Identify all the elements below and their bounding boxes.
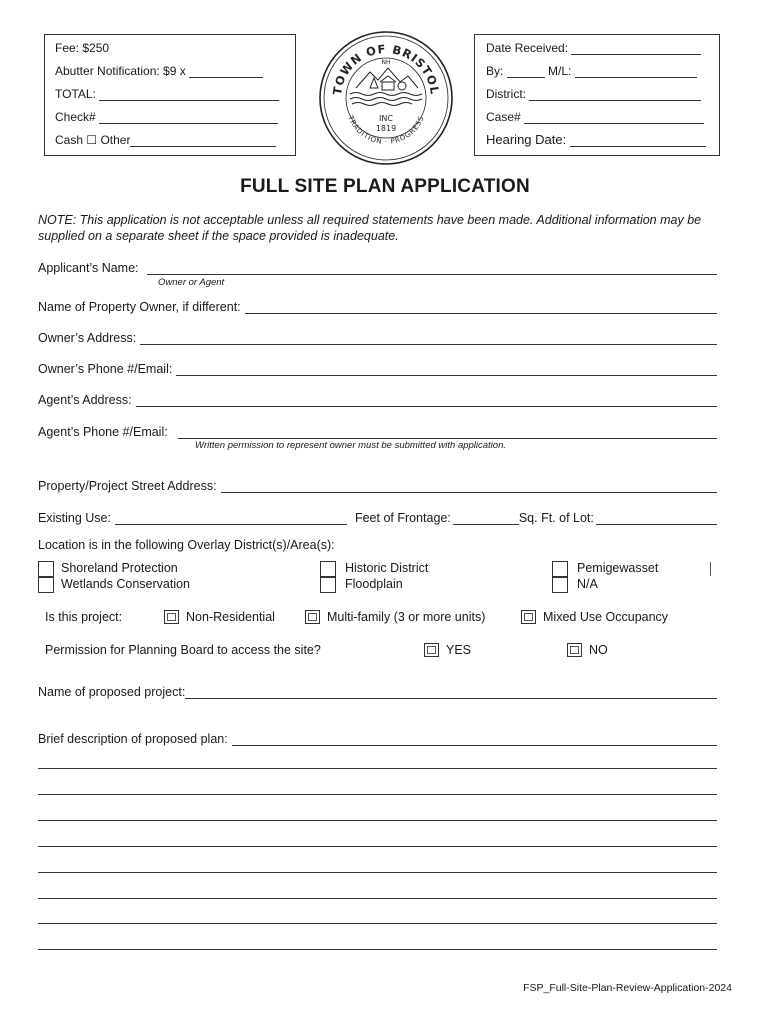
hearing-date-field[interactable] [570, 135, 706, 147]
proposed-project-field[interactable] [185, 685, 717, 699]
seal-motto: TRADITION · PROGRESS [346, 114, 426, 147]
existing-use-field[interactable] [115, 511, 347, 525]
page-title: FULL SITE PLAN APPLICATION [240, 176, 530, 197]
floodplain-label: Floodplain [345, 577, 403, 591]
pemigewasset-checkbox[interactable] [552, 561, 568, 577]
multi-family-checkbox[interactable] [305, 610, 320, 624]
site-access-label: Permission for Planning Board to access the site? [45, 643, 321, 657]
owner-address-field[interactable] [140, 331, 717, 345]
shoreland-label: Shoreland Protection [61, 561, 178, 575]
date-received-field[interactable] [571, 43, 701, 55]
cash-line [55, 133, 295, 147]
fee-label: Fee: $250 [55, 41, 110, 55]
wetlands-label: Wetlands Conservation [61, 577, 191, 591]
note-text: NOTE: This application is not acceptable unless all required statements have been made. Additional information may be supplied on a separate sheet if the space provided is inadequate. [38, 213, 702, 243]
mixed-use-checkbox[interactable] [521, 610, 536, 624]
street-address-label: Property/Project Street Address: [38, 479, 217, 493]
date-received-line [486, 41, 719, 55]
hearing-date-line [486, 132, 719, 147]
office-use-box [474, 34, 720, 156]
seal-year: 1819 [375, 124, 397, 133]
date-received-label: Date Received: [486, 41, 569, 55]
historic-district-label: Historic District [345, 561, 429, 575]
fee-box [44, 34, 296, 156]
access-yes-checkbox[interactable] [424, 643, 439, 657]
district-field[interactable] [529, 89, 701, 101]
description-line[interactable] [38, 846, 717, 847]
agent-phone-label: Agent’s Phone #/Email: [38, 425, 168, 439]
abutter-field[interactable] [189, 66, 263, 78]
total-line [55, 87, 295, 101]
ml-label: M/L: [548, 64, 572, 78]
case-line [486, 110, 719, 124]
description-line[interactable] [38, 949, 717, 950]
seal-state: NH [381, 59, 391, 66]
owner-or-agent-hint: Owner or Agent [158, 277, 225, 288]
check-line [55, 110, 295, 124]
owner-address-row [38, 327, 717, 345]
brief-description-field[interactable] [232, 732, 717, 746]
property-owner-label: Name of Property Owner, if different: [38, 300, 241, 314]
applicant-name-field[interactable] [147, 261, 717, 275]
owner-phone-label: Owner’s Phone #/Email: [38, 362, 173, 376]
non-residential-checkbox[interactable] [164, 610, 179, 624]
check-label: Check# [55, 110, 96, 124]
agent-address-label: Agent’s Address: [38, 393, 132, 407]
total-field[interactable] [99, 89, 279, 101]
historic-district-checkbox[interactable] [320, 561, 336, 577]
description-line[interactable] [38, 898, 717, 899]
sq-ft-field[interactable] [596, 511, 717, 525]
description-line[interactable] [38, 923, 717, 924]
description-line[interactable] [38, 820, 717, 821]
owner-phone-field[interactable] [176, 362, 717, 376]
street-address-field[interactable] [221, 479, 717, 493]
pemigewasset-label: Pemigewasset [577, 561, 659, 575]
street-address-row [38, 475, 717, 493]
shoreland-checkbox[interactable] [38, 561, 54, 577]
by-field[interactable] [507, 66, 545, 78]
fee-line [55, 41, 295, 55]
town-seal-logo [318, 30, 454, 166]
case-field[interactable] [524, 112, 704, 124]
use-frontage-row [38, 507, 717, 525]
applicant-name-row [38, 257, 717, 275]
seal-top-text: TOWN OF BRISTOL [329, 41, 442, 96]
wetlands-checkbox[interactable] [38, 577, 54, 593]
property-owner-row [38, 296, 717, 314]
project-type-label: Is this project: [45, 610, 123, 624]
cash-label: Cash ☐ Other [55, 133, 131, 147]
property-owner-field[interactable] [245, 300, 717, 314]
hearing-date-label: Hearing Date: [486, 132, 567, 147]
agent-phone-row [38, 421, 717, 439]
district-label: District: [486, 87, 526, 101]
abutter-label: Abutter Notification: $9 x [55, 64, 186, 78]
description-line[interactable] [38, 872, 717, 873]
agent-address-row [38, 389, 717, 407]
applicant-name-label: Applicant’s Name: [38, 261, 139, 275]
description-line[interactable] [38, 794, 717, 795]
sq-ft-label: Sq. Ft. of Lot: [518, 511, 594, 525]
other-field[interactable] [130, 135, 276, 147]
written-permission-hint: Written permission to represent owner must be submitted with application. [195, 440, 506, 451]
proposed-project-label: Name of proposed project: [38, 685, 186, 699]
owner-phone-row [38, 358, 717, 376]
divider-mark [710, 562, 711, 576]
by-label: By: [486, 64, 504, 78]
overlay-district-label: Location is in the following Overlay District(s)/Area(s): [38, 538, 335, 552]
multi-family-label: Multi-family (3 or more units) [327, 610, 486, 624]
na-label: N/A [577, 577, 598, 591]
agent-phone-field[interactable] [178, 425, 717, 439]
mixed-use-label: Mixed Use Occupancy [543, 610, 669, 624]
description-line[interactable] [38, 768, 717, 769]
frontage-field[interactable] [453, 511, 519, 525]
total-label: TOTAL: [55, 87, 96, 101]
brief-description-row [38, 728, 717, 746]
na-checkbox[interactable] [552, 577, 568, 593]
by-line [486, 64, 719, 78]
access-yes-label: YES [446, 643, 472, 657]
access-no-label: NO [589, 643, 608, 657]
footer-filename: FSP_Full-Site-Plan-Review-Application-2024 [523, 982, 732, 994]
district-line [486, 87, 719, 101]
ml-field[interactable] [575, 66, 697, 78]
abutter-line [55, 64, 295, 78]
floodplain-checkbox[interactable] [320, 577, 336, 593]
owner-address-label: Owner’s Address: [38, 331, 137, 345]
access-no-checkbox[interactable] [567, 643, 582, 657]
frontage-label: Feet of Frontage: [354, 511, 451, 525]
seal-inc: INC [379, 114, 393, 123]
brief-description-label: Brief description of proposed plan: [38, 732, 228, 746]
non-residential-label: Non-Residential [186, 610, 275, 624]
check-field[interactable] [99, 112, 278, 124]
case-label: Case# [486, 110, 521, 124]
agent-address-field[interactable] [136, 393, 717, 407]
proposed-project-row [38, 681, 717, 699]
existing-use-label: Existing Use: [38, 511, 111, 525]
